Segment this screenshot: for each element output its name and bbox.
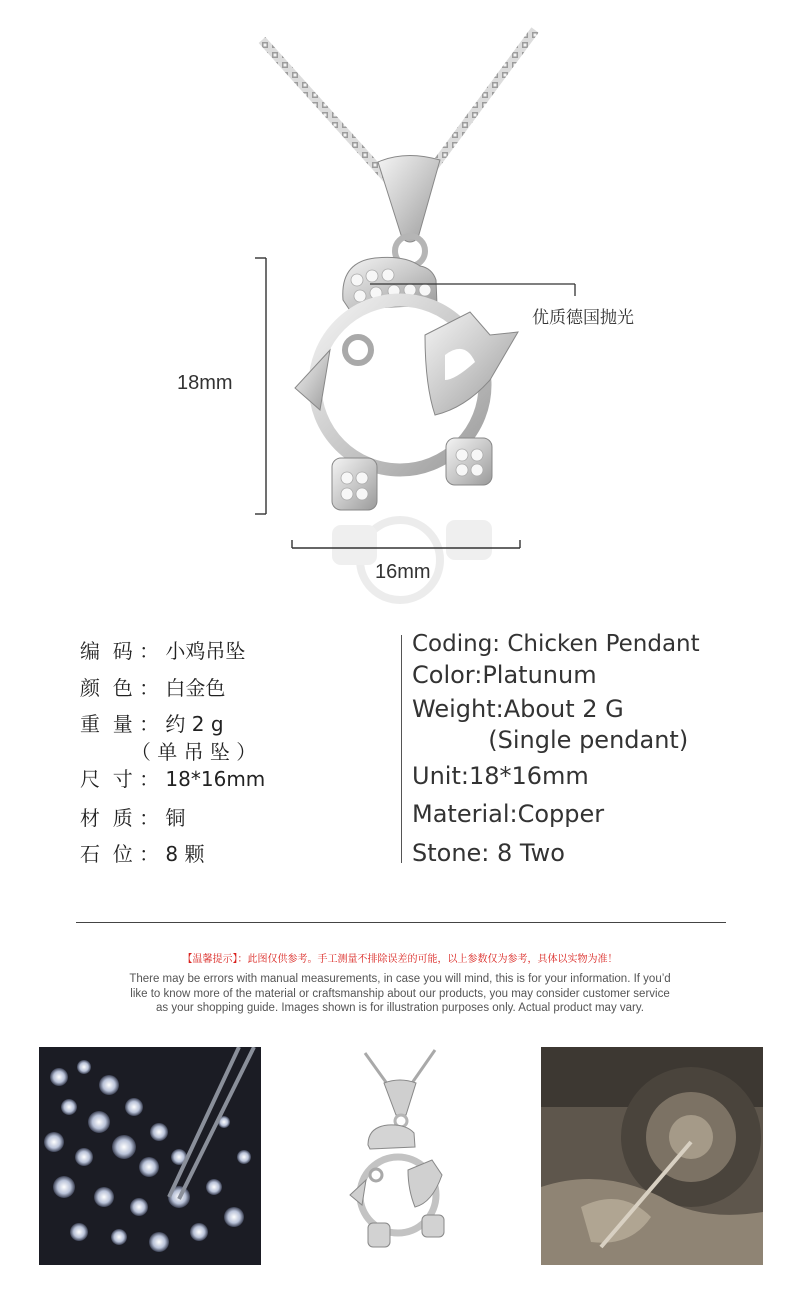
spec-cn-stone: 石 位 ： 8 颗 xyxy=(80,842,205,866)
left-foot xyxy=(332,458,377,510)
disclaimer-line: There may be errors with manual measurements, in case you will mind, this is for your information. If you’d xyxy=(129,973,671,985)
spec-cn-color: 颜 色 ： 白金色 xyxy=(80,676,226,700)
height-label: 18mm xyxy=(177,372,233,394)
craftsmanship-photo xyxy=(541,1047,763,1265)
spec-en-weight: Weight:About 2 G xyxy=(412,695,624,723)
chain-right xyxy=(428,30,535,175)
pendant-hero-image xyxy=(0,0,800,610)
disclaimer-line: like to know more of the material or craftsmanship about our products, you may consider customer service xyxy=(130,987,670,1000)
pendant-thumbnail xyxy=(340,1045,460,1270)
spec-en-color: Color:Platunum xyxy=(412,661,597,689)
polish-callout: 优质德国抛光 xyxy=(532,308,634,328)
spec-divider xyxy=(401,635,402,863)
section-divider xyxy=(76,922,726,923)
disclaimer xyxy=(100,972,700,1016)
width-label: 16mm xyxy=(375,561,431,583)
spec-cn-weight: 重 量 ： 约 2 g xyxy=(80,712,224,736)
warning-notice: 【温馨提示】：此图仅供参考。手工测量不排除误差的可能，以上参数仅为参考，具体以实物为准！ xyxy=(182,954,618,965)
spec-en-weight-note: (Single pendant) xyxy=(412,726,689,754)
gemstones-photo xyxy=(39,1047,261,1265)
right-foot xyxy=(446,438,492,485)
bail xyxy=(378,155,440,242)
disclaimer-line: as your shopping guide. Images shown is for illustration purposes only. Actual product may vary. xyxy=(156,1002,644,1014)
spec-en-unit: Unit:18*16mm xyxy=(412,762,589,790)
spec-en-stone: Stone: 8 Two xyxy=(412,839,565,867)
chain-left xyxy=(262,40,388,180)
spec-cn-material: 材 质 ： 铜 xyxy=(80,806,186,830)
spec-cn-size: 尺 寸 ： 18*16mm xyxy=(80,767,266,791)
spec-cn-code: 编 码 ： 小鸡吊坠 xyxy=(80,639,246,663)
spec-en-code: Coding: Chicken Pendant xyxy=(412,631,700,657)
height-dimension xyxy=(255,258,266,514)
spec-en-material: Material:Copper xyxy=(412,800,605,828)
spec-cn-weight-note: （ 单 吊 坠 ） xyxy=(80,740,257,764)
